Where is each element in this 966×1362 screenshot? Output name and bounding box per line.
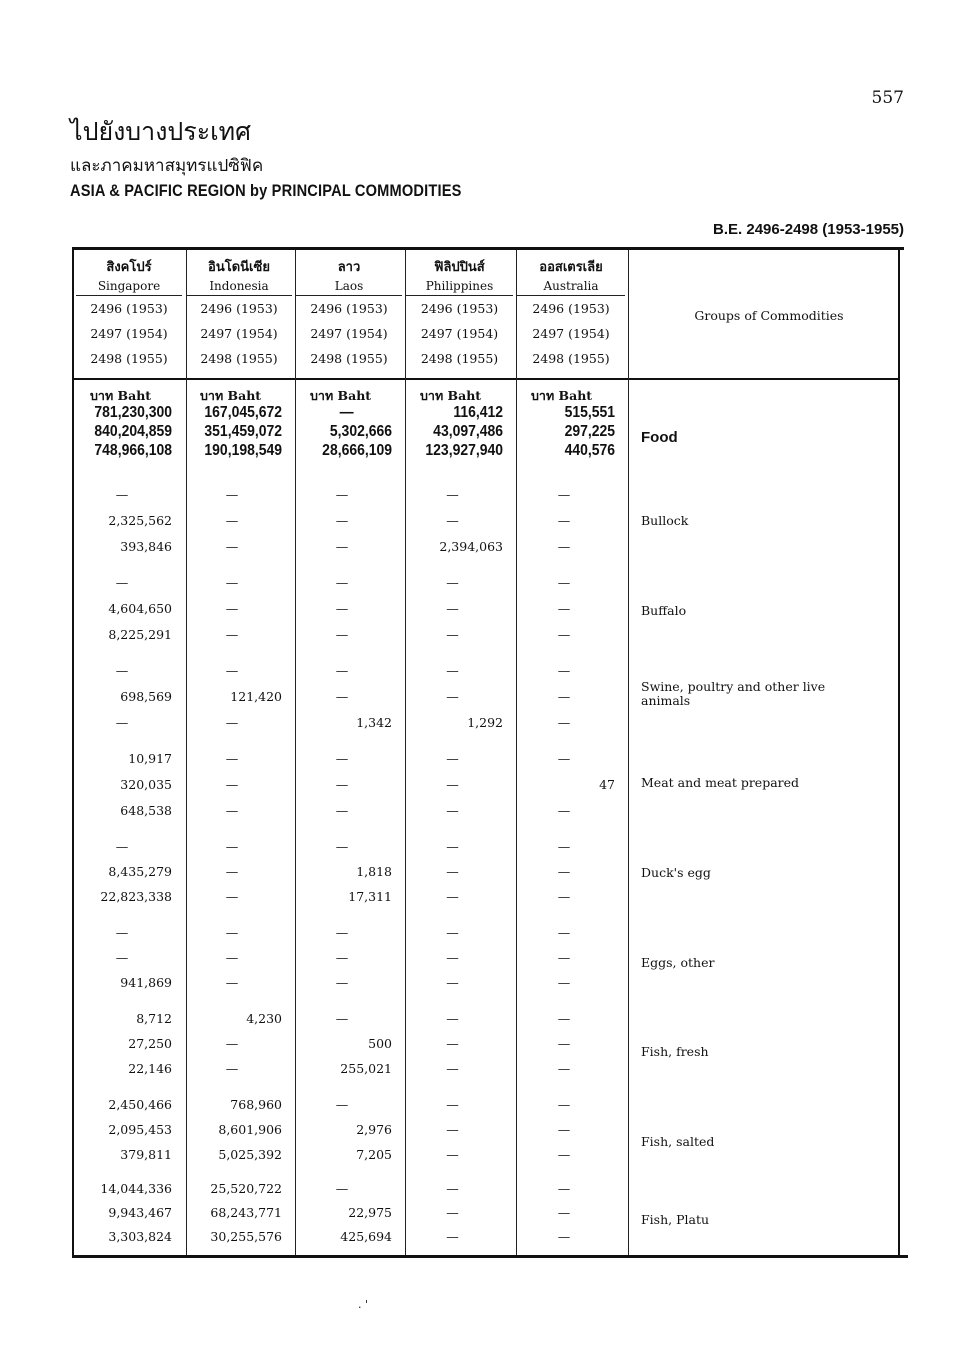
year-label: 2496 (1953) <box>532 301 610 316</box>
table-cell: — <box>115 950 129 965</box>
year-label: 2496 (1953) <box>420 301 499 316</box>
table-cell: 116,412 <box>453 404 503 421</box>
table-cell: — <box>446 925 459 940</box>
table-top-border <box>72 247 904 250</box>
table-cell: — <box>446 513 459 528</box>
table-cell: — <box>557 513 571 528</box>
table-cell: — <box>557 1229 571 1244</box>
table-cell: — <box>557 864 571 879</box>
table-cell: 1,292 <box>467 715 503 730</box>
table-cell: — <box>557 889 571 904</box>
table-cell: 167,045,672 <box>204 404 282 421</box>
unit-label: บาท Baht <box>200 388 262 403</box>
subtitle-thai: และภาคมหาสมุทรแปซิฟิค <box>70 156 264 176</box>
table-cell: — <box>225 925 239 940</box>
table-cell: — <box>446 1229 459 1244</box>
country-name-english: Indonesia <box>186 278 292 296</box>
table-cell: 4,230 <box>246 1011 282 1026</box>
table-cell: — <box>557 1181 571 1196</box>
footer-mark: . ' <box>358 1298 369 1311</box>
table-cell: — <box>557 575 571 590</box>
table-cell: — <box>557 1097 571 1112</box>
table-cell: 648,538 <box>120 803 172 818</box>
table-cell: 5,025,392 <box>218 1147 282 1162</box>
table-cell: — <box>446 1097 459 1112</box>
table-cell: 500 <box>368 1036 392 1051</box>
commodity-label: Fish, fresh <box>641 1044 709 1059</box>
table-cell: 320,035 <box>120 777 172 792</box>
table-cell: — <box>115 663 129 678</box>
table-cell: 25,520,722 <box>210 1181 282 1196</box>
table-cell: — <box>335 601 349 616</box>
table-cell: — <box>335 539 349 554</box>
table-cell: 768,960 <box>230 1097 282 1112</box>
table-cell: 43,097,486 <box>433 423 503 440</box>
commodity-label: Duck's egg <box>641 865 711 880</box>
country-name-thai: ลาว <box>337 260 361 275</box>
table-cell: — <box>225 513 239 528</box>
table-cell: 47 <box>599 777 615 792</box>
title-thai: ไปยังบางประเทศ <box>70 117 252 146</box>
table-cell: — <box>225 889 239 904</box>
table-cell: — <box>335 689 349 704</box>
table-cell: — <box>335 1097 349 1112</box>
table-cell: — <box>446 1181 459 1196</box>
table-cell: 22,146 <box>128 1061 172 1076</box>
country-header <box>406 258 513 371</box>
commodity-label: Food <box>641 429 678 446</box>
table-cell: 379,811 <box>120 1147 172 1162</box>
table-cell: — <box>225 777 239 792</box>
year-label: 2497 (1954) <box>200 326 278 341</box>
header-separator <box>74 378 900 380</box>
table-cell: 440,576 <box>564 442 615 459</box>
groups-of-commodities-header: Groups of Commodities <box>694 308 844 323</box>
table-cell: 941,869 <box>120 975 172 990</box>
table-cell: 28,666,109 <box>322 442 392 459</box>
unit-label: บาท Baht <box>420 388 482 403</box>
table-bottom-border <box>72 1255 908 1258</box>
table-cell: 190,198,549 <box>204 442 282 459</box>
table-cell: — <box>115 839 129 854</box>
table-cell: 68,243,771 <box>210 1205 282 1220</box>
table-cell: — <box>557 715 571 730</box>
table-cell: 121,420 <box>230 689 282 704</box>
table-cell: — <box>446 1011 459 1026</box>
table-cell: — <box>446 839 459 854</box>
year-label: 2498 (1955) <box>90 351 168 366</box>
title-english: ASIA & PACIFIC REGION by PRINCIPAL COMMODITIES <box>70 181 462 200</box>
table-cell: — <box>557 487 571 502</box>
table-cell: 2,394,063 <box>439 539 503 554</box>
table-cell: — <box>446 689 459 704</box>
year-label: 2497 (1954) <box>310 326 388 341</box>
table-cell: — <box>339 404 354 421</box>
unit-label: บาท Baht <box>531 388 593 403</box>
table-cell: 22,823,338 <box>100 889 172 904</box>
table-cell: 425,694 <box>340 1229 392 1244</box>
table-cell: — <box>225 803 239 818</box>
table-cell: — <box>446 601 459 616</box>
table-cell: 9,943,467 <box>108 1205 172 1220</box>
table-cell: — <box>557 1036 571 1051</box>
table-cell: — <box>225 1036 239 1051</box>
table-cell: 27,250 <box>128 1036 172 1051</box>
table-cell: — <box>557 950 571 965</box>
page-number: 557 <box>871 88 904 108</box>
table-cell: 2,976 <box>356 1122 392 1137</box>
year-label: 2497 (1954) <box>90 326 168 341</box>
table-cell: — <box>335 1181 349 1196</box>
table-cell: — <box>335 777 349 792</box>
country-name-english: Australia <box>517 278 625 296</box>
table-cell: 4,604,650 <box>108 601 172 616</box>
year-label: 2498 (1955) <box>310 351 388 366</box>
commodity-label: Fish, Platu <box>641 1212 710 1227</box>
table-cell: — <box>335 627 349 642</box>
table-cell: 30,255,576 <box>210 1229 282 1244</box>
country-header <box>517 258 625 371</box>
table-cell: — <box>446 1122 459 1137</box>
table-cell: — <box>557 663 571 678</box>
table-cell: 393,846 <box>120 539 172 554</box>
table-cell: — <box>446 803 459 818</box>
table-cell: 7,205 <box>356 1147 392 1162</box>
commodity-label: Meat and meat prepared <box>641 775 800 790</box>
table-cell: 17,311 <box>348 889 392 904</box>
table-cell: — <box>557 539 571 554</box>
table-cell: — <box>225 487 239 502</box>
table-cell: — <box>225 601 239 616</box>
table-cell: — <box>446 950 459 965</box>
country-name-thai: ออสเตรเลีย <box>539 260 603 275</box>
table-cell: 14,044,336 <box>100 1181 172 1196</box>
table-cell: 297,225 <box>564 423 615 440</box>
table-cell: — <box>557 925 571 940</box>
table-cell: — <box>446 575 459 590</box>
table-cell: — <box>557 839 571 854</box>
table-cell: — <box>335 487 349 502</box>
year-label: 2498 (1955) <box>200 351 278 366</box>
table-cell: — <box>557 1122 571 1137</box>
table-cell: — <box>446 1205 459 1220</box>
table-cell: — <box>225 864 239 879</box>
table-cell: — <box>225 1061 239 1076</box>
table-cell: — <box>446 663 459 678</box>
commodity-label: Buffalo <box>641 603 687 618</box>
country-header <box>186 258 292 371</box>
commodity-label: Swine, poultry and other live animals <box>641 679 826 708</box>
table-cell: 1,342 <box>356 715 392 730</box>
table-cell: 8,601,906 <box>218 1122 282 1137</box>
table-cell: — <box>225 663 239 678</box>
table-cell: — <box>335 663 349 678</box>
table-cell: 123,927,940 <box>425 442 503 459</box>
table-cell: — <box>335 575 349 590</box>
table-cell: — <box>446 751 459 766</box>
table-cell: — <box>557 627 571 642</box>
year-label: 2496 (1953) <box>310 301 388 316</box>
table-cell: — <box>446 975 459 990</box>
table-cell: 22,975 <box>348 1205 392 1220</box>
table-cell: — <box>225 950 239 965</box>
table-cell: — <box>335 950 349 965</box>
table-right-border <box>898 247 900 1257</box>
table-cell: — <box>446 1147 459 1162</box>
table-cell: 351,459,072 <box>204 423 282 440</box>
commodity-label: Eggs, other <box>641 955 715 970</box>
country-name-thai: ฟิลิปปินส์ <box>434 260 485 275</box>
table-cell: — <box>557 1011 571 1026</box>
year-label: 2498 (1955) <box>420 351 499 366</box>
table-cell: — <box>557 1147 571 1162</box>
period-label: B.E. 2496-2498 (1953-1955) <box>713 221 904 238</box>
table-cell: 8,712 <box>136 1011 172 1026</box>
table-cell: 781,230,300 <box>94 404 172 421</box>
country-name-english: Philippines <box>406 278 513 296</box>
table-cell: 2,095,453 <box>108 1122 172 1137</box>
country-name-thai: อินโดนีเซีย <box>208 260 270 275</box>
table-cell: 8,225,291 <box>108 627 172 642</box>
table-cell: — <box>335 803 349 818</box>
table-cell: — <box>335 839 349 854</box>
table-cell: — <box>225 751 239 766</box>
table-cell: 840,204,859 <box>94 423 172 440</box>
table-cell: — <box>335 975 349 990</box>
table-cell: — <box>446 1061 459 1076</box>
commodity-label: Bullock <box>641 513 689 528</box>
table-cell: — <box>115 715 129 730</box>
table-left-border <box>72 247 74 1257</box>
year-label: 2497 (1954) <box>532 326 610 341</box>
country-name-english: Laos <box>296 278 402 296</box>
unit-label: บาท Baht <box>90 388 152 403</box>
table-cell: — <box>335 1011 349 1026</box>
table-cell: — <box>335 751 349 766</box>
country-header <box>296 258 402 371</box>
country-name-english: Singapore <box>76 278 182 296</box>
table-cell: 3,303,824 <box>108 1229 172 1244</box>
table-cell: — <box>557 601 571 616</box>
table-cell: 515,551 <box>564 404 615 421</box>
table-cell: — <box>557 975 571 990</box>
table-cell: 10,917 <box>128 751 172 766</box>
table-cell: — <box>446 487 459 502</box>
table-cell: — <box>446 1036 459 1051</box>
table-cell: — <box>115 575 129 590</box>
table-cell: — <box>557 1205 571 1220</box>
unit-label: บาท Baht <box>310 388 372 403</box>
table-cell: — <box>225 839 239 854</box>
table-cell: — <box>557 689 571 704</box>
table-cell: — <box>335 513 349 528</box>
table-cell: — <box>557 1061 571 1076</box>
table-cell: 698,569 <box>120 689 172 704</box>
table-cell: 2,450,466 <box>108 1097 172 1112</box>
table-cell: — <box>557 803 571 818</box>
table-cell: 5,302,666 <box>329 423 392 440</box>
table-cell: — <box>225 627 239 642</box>
year-label: 2498 (1955) <box>532 351 610 366</box>
table-cell: 255,021 <box>340 1061 392 1076</box>
table-cell: — <box>115 925 129 940</box>
column-divider <box>628 250 629 1255</box>
country-header <box>76 258 182 371</box>
table-cell: — <box>225 539 239 554</box>
commodity-label: Fish, salted <box>641 1134 715 1149</box>
table-cell: — <box>115 487 129 502</box>
table-cell: — <box>446 777 459 792</box>
table-cell: — <box>557 751 571 766</box>
year-label: 2496 (1953) <box>200 301 278 316</box>
table-cell: 1,818 <box>356 864 392 879</box>
year-label: 2497 (1954) <box>420 326 499 341</box>
table-cell: — <box>446 889 459 904</box>
table-cell: 2,325,562 <box>108 513 172 528</box>
table-cell: — <box>225 975 239 990</box>
year-label: 2496 (1953) <box>90 301 168 316</box>
country-name-thai: สิงคโปร์ <box>106 260 152 275</box>
table-cell: — <box>225 715 239 730</box>
table-cell: — <box>335 925 349 940</box>
table-cell: 8,435,279 <box>108 864 172 879</box>
table-cell: — <box>446 627 459 642</box>
table-cell: — <box>446 864 459 879</box>
table-cell: 748,966,108 <box>94 442 172 459</box>
table-cell: — <box>225 575 239 590</box>
